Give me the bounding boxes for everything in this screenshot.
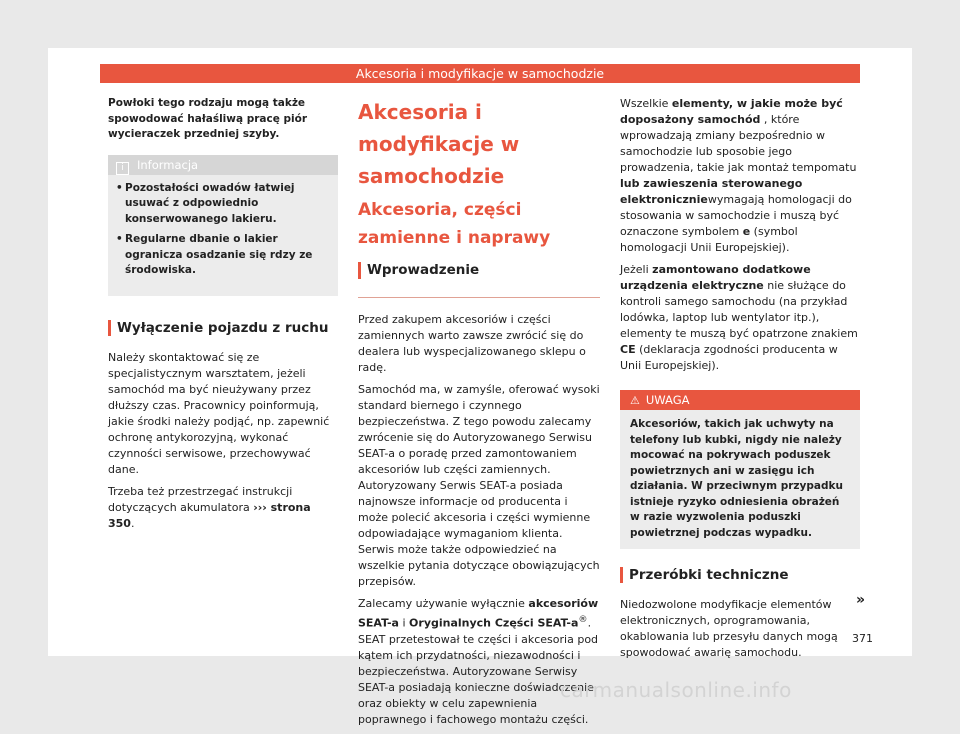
page-number: 371 [852,632,873,645]
warning-box [620,390,860,549]
paragraph [620,96,860,256]
column-right [620,96,860,667]
text: . SEAT przetestował te części i akcesoria pod kątem ich przydatności, niezawodności i bezpieczeństwa. Autoryzowane Serwisy SEAT-a posiadają konieczne doświadczenie oraz obiekty w celu zapewnienia poprawnego i fachowego montażu części. [358,616,599,726]
text: Jeżeli [620,263,653,276]
text: , które wprowadzają zmiany bezpośrednio w samochodzie lub sposobie jego prowadzenia, takie jak montaż tempomatu [620,113,857,174]
info-box-title: Informacja [137,157,199,172]
text: i [398,616,410,630]
info-icon: i [116,162,129,175]
warning-box-header [620,390,860,410]
bold-text: akcesoriów SEAT-a [358,597,599,630]
paragraph [108,484,338,532]
text: Zalecamy używanie wyłącznie [358,597,529,610]
paragraph: Samochód ma, w zamyśle, oferować wysoki standard biernego i czynnego bezpieczeństwa. Z tego powodu zalecamy zwrócenie się do Autoryzowanego Serwisu SEAT-a o poradę przed zamontowaniem akcesoriów lub części zamiennych. Autoryzowany Serwis SEAT-a posiada najnowsze informacje od producenta i może polecić akcesoria i części wymienne odpowiadające wymaganiom klienta. Serwis może także odpowiedzieć na wszelkie pytania dotyczące obowiązujących przepisów. [358,383,600,588]
column-middle [358,96,600,734]
text: Trzeba też przestrzegać instrukcji dotyczących akumulatora [108,484,293,514]
text: . [130,516,135,530]
text: (deklaracja zgodności producenta w Unii Europejskiej). [620,343,838,372]
warning-box-text: Akcesoriów, takich jak uchwyty na telefony lub kubki, nigdy nie należy mocować na pokrywach poduszek powietrznych ani w zasięgu ich działania. W przeciwnym przypadku istnieje ryzyko odniesienia obrażeń w razie wyzwolenia poduszki powietrznej podczas wypadku. [630,418,843,539]
continued-marker: » [856,592,866,608]
paragraph: Niedozwolone modyfikacje elementów elektronicznych, oprogramowania, okablowania lub przesyłu danych mogą spowodować awarię samochodu. [620,598,838,659]
paragraph: Należy skontaktować się ze specjalistycznym warsztatem, jeżeli samochód ma być nieużywany przez dłuższy czas. Pracownicy poinformują, jakie środki należy podjąć, np. zapewnić ochronę antykorozyjną, wykonać czynności serwisowe, przechowywać dane. [108,350,330,476]
page-reference-link[interactable]: ››› strona 350 [108,500,311,530]
info-box-header [108,155,338,175]
column-left [108,96,338,538]
page-header: Akcesoria i modyfikacje w samochodzie [100,64,860,83]
registered-mark: ® [578,614,588,625]
bold-text: lub zawieszenia sterowanego elektronicznie [620,177,803,206]
text: Wszelkie [620,97,672,110]
warning-icon: ⚠ [630,394,640,407]
intro-heading: Wprowadzenie [358,262,600,279]
paragraph: Przed zakupem akcesoriów i części zamiennych warto zawsze zwrócić się do dealera lub wyspecjalizowanego sklepu o radę. [358,313,586,374]
bold-text: zamontowano dodatkowe urządzenia elektryczne [620,263,811,292]
bold-text: elementy, w jakie może być doposażony samochód [620,97,843,126]
bold-text: Oryginalnych Części SEAT-a [409,616,579,630]
text: wymagają homologacji do stosowania w samochodzie i muszą być oznaczone symbolem [620,193,852,238]
chapter-subtitle: Akcesoria, części zamienne i naprawy [358,200,551,248]
chapter-title: Akcesoria i modyfikacje w samochodzie [358,100,520,188]
info-list [108,181,338,279]
warning-box-title: UWAGA [645,393,690,407]
ce-mark: CE [620,343,636,356]
info-list-item: • Regularne dbanie o lakier ogranicza osadzanie się rdzy ze środowiska. [116,232,328,279]
eu-symbol: e [742,225,751,238]
section-title-modifications: Przeróbki techniczne [620,567,860,583]
text: (symbol homologacji Unii Europejskiej). [620,225,798,254]
info-box [108,155,338,296]
section-title-decommission: Wyłączenie pojazdu z ruchu [108,320,338,336]
info-list-item: • Pozostałości owadów łatwiej usuwać z odpowiednio konserwowanego lakieru. [116,181,328,228]
paragraph [620,262,860,374]
watermark: carmanualsonline.info [560,678,792,702]
text: nie służące do kontroli samego samochodu (na przykład lodówka, laptop lub wentylator itp.), elementy te muszą być opatrzone znakiem [620,279,858,340]
divider [358,297,600,298]
warning-continuation: Powłoki tego rodzaju mogą także spowodować hałaśliwą pracę piór wycieraczek przedniej szyby. [108,97,308,140]
